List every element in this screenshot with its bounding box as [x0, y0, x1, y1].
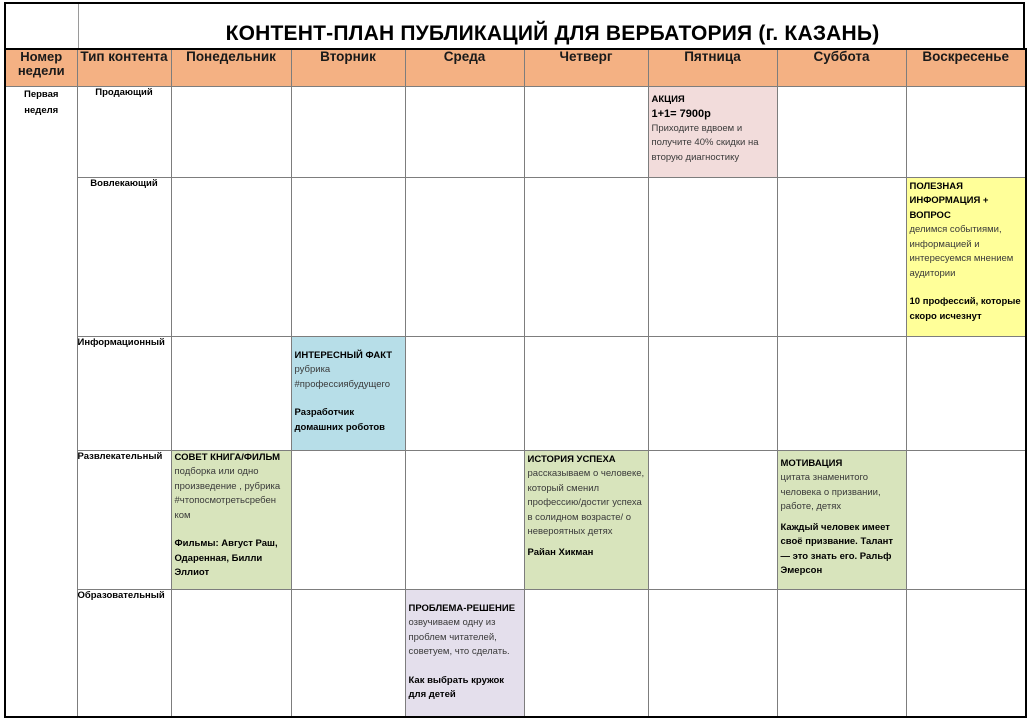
content-type-label: Развлекательный — [77, 450, 163, 462]
card-topic: Фильмы: Август Раш, Одаренная, Билли Эллиот — [174, 538, 278, 578]
card-topic: Как выбрать кружок для детей — [408, 674, 505, 700]
card-fact — [292, 337, 405, 436]
header-row — [5, 49, 1026, 86]
cell-fun-thu[interactable] — [524, 450, 648, 589]
cell-info-wed[interactable] — [405, 336, 524, 450]
content-type-engaging — [77, 177, 171, 336]
cell-engaging-sat[interactable] — [777, 177, 906, 336]
week-label: Первая неделя — [24, 88, 59, 116]
card-success-story — [525, 451, 648, 561]
card-spacer — [175, 523, 288, 537]
card-heading: МОТИВАЦИЯ — [780, 457, 843, 469]
cell-selling-mon[interactable] — [171, 86, 291, 177]
cell-fun-sun[interactable] — [906, 450, 1026, 589]
header-wednesday: Среда — [405, 49, 524, 86]
card-topic: Райан Хикман — [527, 546, 594, 558]
row-engaging — [5, 177, 1026, 336]
cell-fun-sat[interactable] — [777, 450, 906, 589]
card-motivation — [778, 451, 906, 579]
content-type-label: Информационный — [77, 336, 165, 348]
card-heading: ПРОБЛЕМА-РЕШЕНИЕ — [408, 602, 516, 614]
cell-info-thu[interactable] — [524, 336, 648, 450]
cell-selling-sun[interactable] — [906, 86, 1026, 177]
card-text: Приходите вдвоем и получите 40% скидки на вторую диагностику — [651, 122, 759, 163]
page-title: КОНТЕНТ-ПЛАН ПУБЛИКАЦИЙ ДЛЯ ВЕРБАТОРИЯ (г. КАЗАНЬ) — [225, 22, 880, 45]
content-type-label: Образовательный — [77, 589, 165, 601]
content-type-label: Вовлекающий — [90, 177, 158, 189]
cell-info-fri[interactable] — [648, 336, 777, 450]
cell-edu-thu[interactable] — [524, 589, 648, 717]
cell-selling-thu[interactable] — [524, 86, 648, 177]
card-problem-solution — [406, 590, 524, 703]
header-sunday: Воскресенье — [906, 49, 1026, 86]
content-type-label: Продающий — [95, 86, 153, 98]
card-sale — [649, 87, 777, 166]
cell-edu-fri[interactable] — [648, 589, 777, 717]
content-type-informational — [77, 336, 171, 450]
card-spacer — [295, 392, 402, 406]
card-useful-info — [907, 178, 1026, 325]
header-thursday: Четверг — [524, 49, 648, 86]
title-left-blank — [6, 4, 79, 48]
card-topic: Разработчик домашних роботов — [294, 407, 386, 433]
card-text: рассказываем о человеке, который сменил профессию/достиг успеха в солидном возрасте/ о невероятных детях — [527, 468, 645, 537]
cell-info-tue[interactable] — [291, 336, 405, 450]
cell-info-sat[interactable] — [777, 336, 906, 450]
cell-edu-sun[interactable] — [906, 589, 1026, 717]
cell-selling-tue[interactable] — [291, 86, 405, 177]
card-spacer — [910, 281, 1023, 295]
row-informational — [5, 336, 1026, 450]
cell-edu-wed[interactable] — [405, 589, 524, 717]
card-heading: ИСТОРИЯ УСПЕХА — [527, 453, 616, 465]
cell-edu-tue[interactable] — [291, 589, 405, 717]
header-week: Номер недели — [5, 49, 77, 86]
content-type-selling — [77, 86, 171, 177]
cell-fun-wed[interactable] — [405, 450, 524, 589]
row-educational — [5, 589, 1026, 717]
cell-engaging-wed[interactable] — [405, 177, 524, 336]
cell-info-mon[interactable] — [171, 336, 291, 450]
card-heading: СОВЕТ КНИГА/ФИЛЬМ — [174, 451, 281, 463]
cell-fun-tue[interactable] — [291, 450, 405, 589]
cell-fun-fri[interactable] — [648, 450, 777, 589]
cell-selling-fri[interactable] — [648, 86, 777, 177]
card-text: подборка или одно произведение , рубрика #чтопосмотретьсребен ком — [174, 466, 281, 521]
card-text: рубрика #профессиябудущего — [294, 364, 391, 390]
cell-engaging-mon[interactable] — [171, 177, 291, 336]
card-spacer — [409, 660, 521, 674]
card-heading: ИНТЕРЕСНЫЙ ФАКТ — [294, 349, 393, 361]
cell-edu-mon[interactable] — [171, 589, 291, 717]
card-text: озвучиваем одну из проблем читателей, советуем, что сделать. — [408, 617, 510, 657]
cell-selling-wed[interactable] — [405, 86, 524, 177]
week-cell — [5, 86, 77, 717]
cell-engaging-tue[interactable] — [291, 177, 405, 336]
title-bar — [4, 2, 1025, 48]
header-tuesday: Вторник — [291, 49, 405, 86]
header-content-type: Тип контента — [77, 49, 171, 86]
cell-engaging-sun[interactable] — [906, 177, 1026, 336]
header-saturday: Суббота — [777, 49, 906, 86]
content-plan-table — [4, 48, 1027, 718]
card-book-film — [172, 451, 291, 581]
content-type-educational — [77, 589, 171, 717]
card-heading: ПОЛЕЗНАЯ ИНФОРМАЦИЯ + ВОПРОС — [909, 180, 989, 221]
cell-selling-sat[interactable] — [777, 86, 906, 177]
card-offer: 1+1= 7900р — [651, 108, 711, 120]
card-topic: Каждый человек имеет своё призвание. Талант — это знать его. Ральф Эмерсон — [780, 521, 894, 576]
content-type-entertaining — [77, 450, 171, 589]
card-topic: 10 профессий, которые скоро исчезнут — [909, 296, 1021, 322]
header-friday: Пятница — [648, 49, 777, 86]
cell-engaging-fri[interactable] — [648, 177, 777, 336]
cell-engaging-thu[interactable] — [524, 177, 648, 336]
cell-fun-mon[interactable] — [171, 450, 291, 589]
cell-info-sun[interactable] — [906, 336, 1026, 450]
card-text: делимся событиями, информацией и интересуемся мнением аудитории — [909, 224, 1014, 279]
cell-edu-sat[interactable] — [777, 589, 906, 717]
header-monday: Понедельник — [171, 49, 291, 86]
card-heading: АКЦИЯ — [651, 93, 685, 105]
row-entertaining — [5, 450, 1026, 589]
row-selling — [5, 86, 1026, 177]
card-text: цитата знаменитого человека о призвании, работе, детях — [780, 472, 881, 512]
